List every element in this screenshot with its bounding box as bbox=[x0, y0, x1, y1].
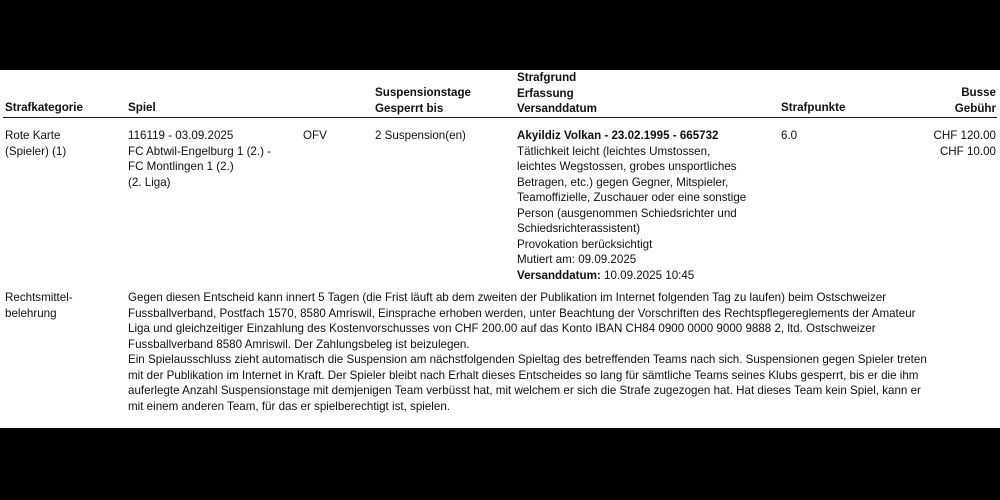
spiel-line-2: FC Abtwil-Engelburg 1 (2.) - bbox=[128, 144, 272, 158]
rechtsmittel-line-2: Fussballverband, Postfach 1570, 8580 Amriswil, Einsprache erhoben werden, unter Beachtung der Vorschriften des Rechtspflegereglements der Amateur bbox=[128, 306, 916, 320]
kategorie-line-2: (Spieler) (1) bbox=[5, 144, 67, 158]
grund-line-3: Betragen, etc.) gegen Gegner, Mitspieler, bbox=[517, 175, 729, 189]
rechtsmittel-label-line-2: belehrung bbox=[5, 306, 57, 320]
spiel-line-3: FC Montlingen 1 (2.) bbox=[128, 160, 234, 173]
grund-line-2: leichtes Wegstossen, grobes unsportliches bbox=[517, 160, 737, 173]
rechtsmittel-label bbox=[5, 290, 73, 321]
cell-strafpunkte: 6.0 bbox=[781, 129, 798, 142]
rechtsmittel-text bbox=[128, 290, 996, 414]
rechtsmittel-label-line-1: Rechtsmittel- bbox=[5, 291, 73, 304]
cell-verband: OFV bbox=[303, 129, 327, 142]
cell-suspension: 2 Suspension(en) bbox=[375, 129, 466, 142]
rechtsmittel-line-6: mit der Publikation im Internet in Kraft. Der Spieler bleibt nach Erhalt dieses Entscheides so lang für sämtliche Teams seines Klubs gesperrt, bis er die ihm bbox=[128, 368, 919, 382]
rechtsmittel-line-4: Fussballverband 8580 Amriswil. Der Zahlungsbeleg ist beizulegen. bbox=[128, 337, 470, 351]
header-spiel: Spiel bbox=[128, 101, 156, 114]
versanddatum-value: 10.09.2025 10:45 bbox=[604, 268, 695, 282]
cell-strafkategorie bbox=[5, 128, 66, 159]
header-divider bbox=[3, 117, 997, 118]
spiel-line-1: 116119 - 03.09.2025 bbox=[128, 129, 234, 142]
grund-line-5: Person (ausgenommen Schiedsrichter und bbox=[517, 206, 737, 220]
header-suspension-line-1: Suspensionstage bbox=[375, 86, 471, 99]
header-strafkategorie: Strafkategorie bbox=[5, 101, 83, 114]
header-suspension-line-2: Gesperrt bis bbox=[375, 101, 444, 115]
busse-value: CHF 120.00 bbox=[933, 129, 996, 142]
gebuehr-value: CHF 10.00 bbox=[939, 144, 996, 158]
header-strafgrund-line-1: Strafgrund bbox=[517, 71, 577, 84]
rechtsmittel-line-8: mit einem anderen Team, für das er spielberechtigt ist, spielen. bbox=[128, 399, 450, 413]
rechtsmittel-line-1: Gegen diesen Entscheid kann innert 5 Tagen (die Frist läuft ab dem zweiten der Publikation im Internet folgenden Tag zu laufen) beim Ostschweizer bbox=[128, 291, 887, 304]
header-busse bbox=[955, 85, 996, 116]
rechtsmittel-line-7: auferlegte Anzahl Suspensionstage mit demjenigen Team verbüsst hat, mit welchem er sich die Strafe zugezogen hat. Hat dieses Team kein Spiel, kann er bbox=[128, 384, 921, 397]
header-strafgrund-line-2: Erfassung bbox=[517, 86, 574, 100]
header-busse-line-2: Gebühr bbox=[954, 101, 996, 115]
player-identity: Akyildiz Volkan - 23.02.1995 - 665732 bbox=[517, 129, 719, 142]
kategorie-line-1: Rote Karte bbox=[5, 129, 61, 142]
cell-busse bbox=[933, 128, 996, 159]
grund-line-1: Tätlichkeit leicht (leichtes Umstossen, bbox=[517, 144, 711, 158]
header-strafgrund bbox=[517, 70, 597, 117]
header-strafpunkte: Strafpunkte bbox=[781, 101, 846, 114]
penalty-document bbox=[0, 70, 1000, 428]
spiel-line-4: (2. Liga) bbox=[128, 175, 171, 189]
header-busse-line-1: Busse bbox=[961, 86, 996, 99]
versanddatum-line bbox=[517, 268, 746, 284]
cell-spiel bbox=[128, 128, 271, 190]
cell-strafgrund bbox=[517, 128, 746, 283]
grund-line-7: Provokation berücksichtigt bbox=[517, 237, 653, 251]
versanddatum-label: Versanddatum: bbox=[517, 268, 601, 282]
grund-line-4: Teamoffizielle, Zuschauer oder eine sonstige bbox=[517, 191, 747, 204]
header-suspension bbox=[375, 85, 471, 116]
grund-line-8: Mutiert am: 09.09.2025 bbox=[517, 253, 637, 266]
header-strafgrund-line-3: Versanddatum bbox=[517, 102, 597, 115]
grund-line-6: Schiedsrichterassistent) bbox=[517, 222, 641, 235]
rechtsmittel-line-5: Ein Spielausschluss zieht automatisch die Suspension am nächstfolgenden Spieltag des betreffenden Teams nach sich. Suspensionen gegen Spieler treten bbox=[128, 353, 927, 366]
rechtsmittel-line-3: Liga und gleichzeitiger Einzahlung des Kostenvorschusses von CHF 200.00 auf das Konto IBAN CH84 0900 0000 9000 9888 2, ltd. Ostschweizer bbox=[128, 322, 876, 335]
